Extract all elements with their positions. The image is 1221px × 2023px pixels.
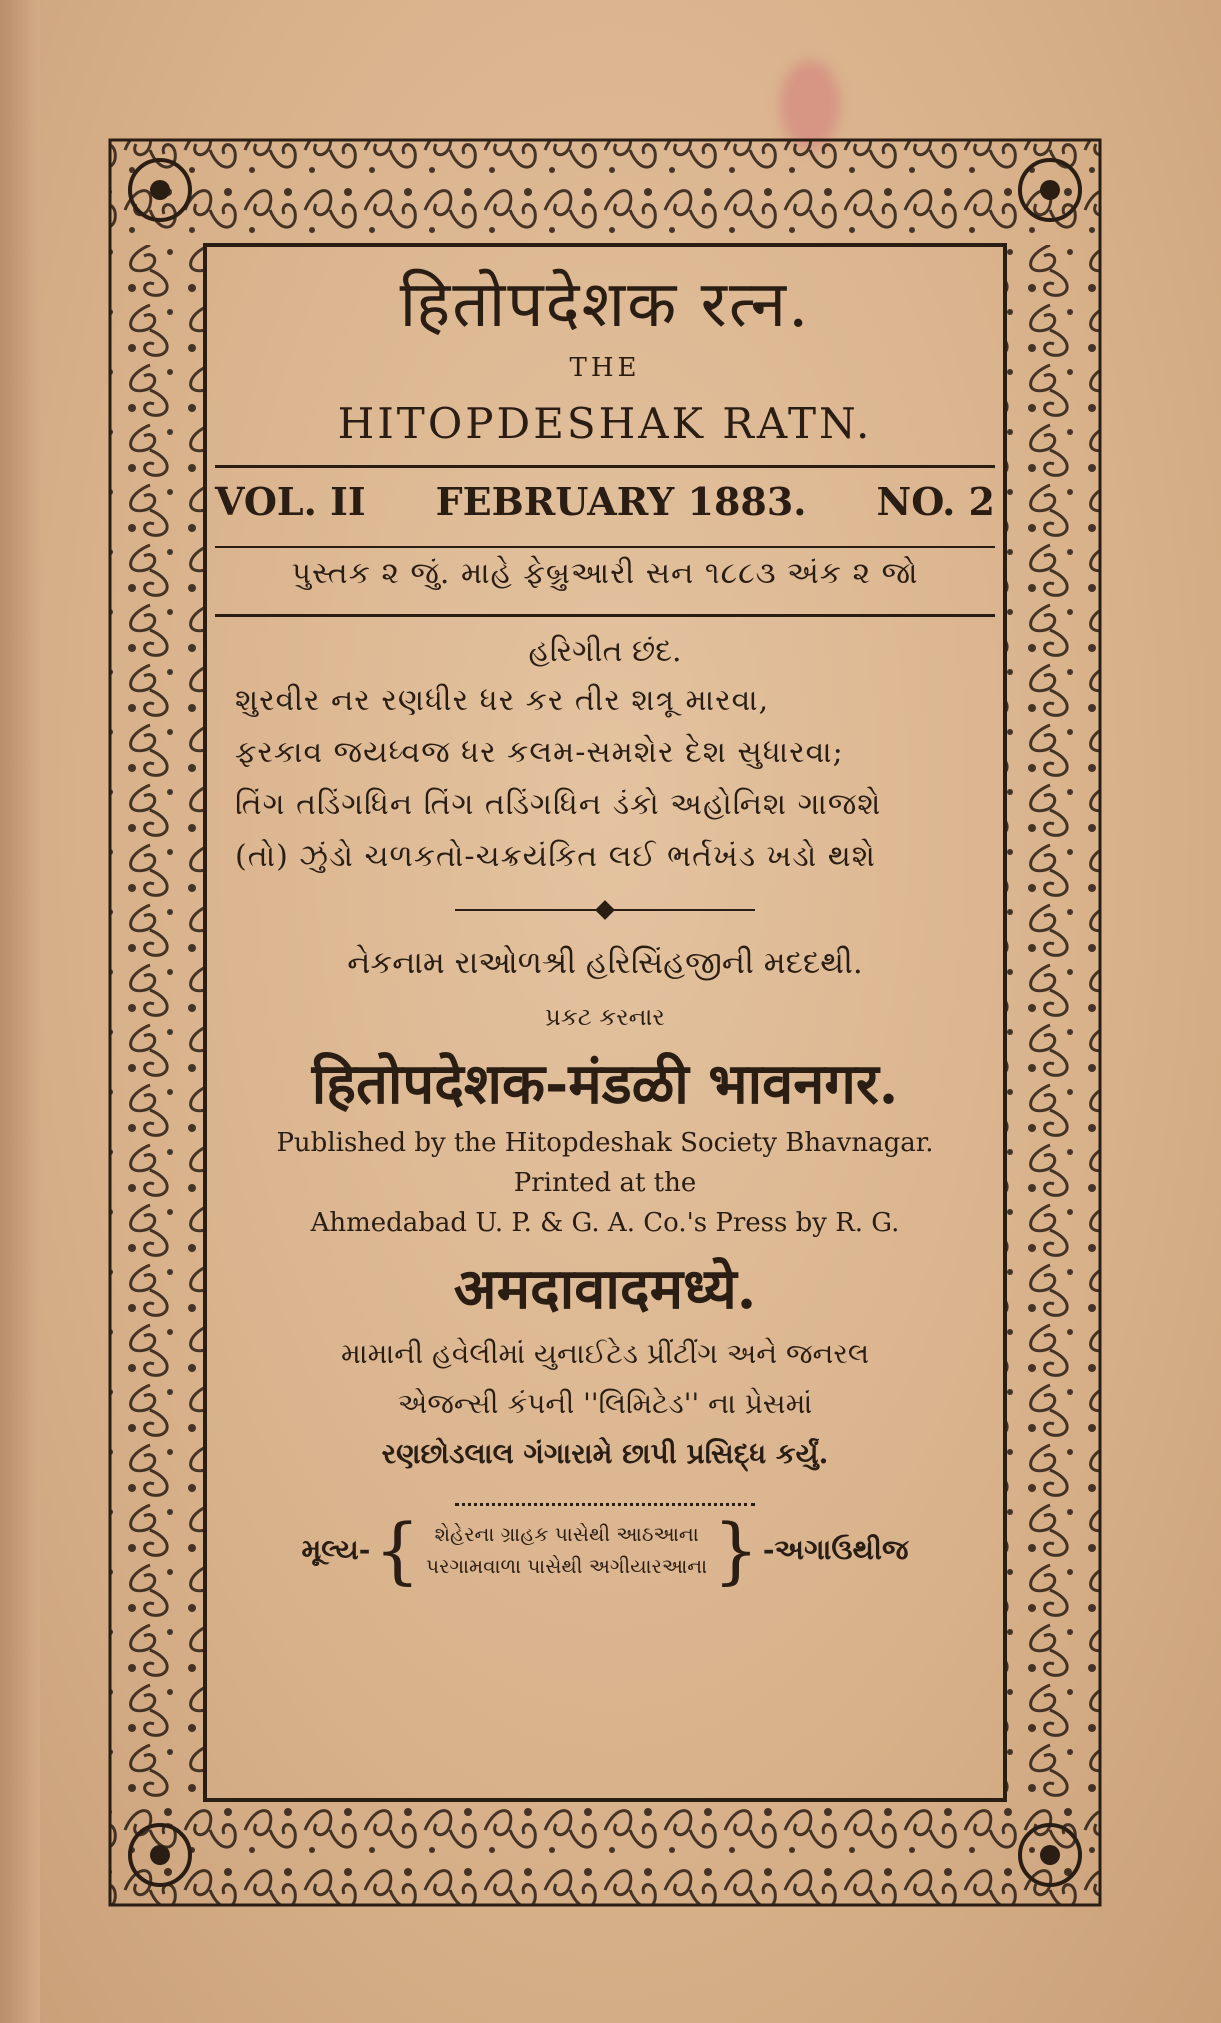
verse-line: ફરકાવ જયધ્વજ ધર કલમ-સમશેર દેશ સુધારવા;	[235, 735, 844, 770]
price-suffix: -અગાઉથીજ	[762, 1533, 909, 1566]
gujarati-imprint-line: મામાની હવેલીમાં યુનાઈટેડ પ્રીંટીંગ અને જનરલ	[340, 1337, 870, 1370]
left-brace: {	[374, 1508, 421, 1592]
city-name: अमदावादमध्ये.	[453, 1256, 757, 1322]
published-by: Published by the Hitopdeshak Society Bhavnagar.	[276, 1128, 934, 1158]
issue-line-gujarati: પુસ્તક ૨ જું. માહે ફેબ્રુઆરી સન ૧૮૮૩ અંક ૨ જો	[291, 556, 919, 591]
issue-line	[215, 472, 995, 532]
verse-heading: હરિગીત છંદ.	[528, 634, 682, 669]
verse-line: શુરવીર નર રણધીર ધર કર તીર શત્રૂ મારવા,	[235, 683, 770, 718]
gujarati-imprint-line: એજન્સી કંપની ''લિમિટેડ'' ના પ્રેસમાં	[397, 1387, 813, 1420]
price-option-outside: પરગામવાળા પાસેથી અગીયારઆના	[426, 1554, 708, 1578]
courtesy-line: નેકનામ રાઓળશ્રી હરિસિંહજીની મદદથી.	[347, 945, 863, 981]
volume-label: VOL. II	[215, 479, 366, 524]
verse-line: (તો) ઝુંડો ચળકતો-ચક્રયંકિત લઈ ભર્તખંડ ખડો થશે	[235, 839, 876, 874]
society-name: हितोपदेशक-मंडळी भावनगर.	[311, 1051, 899, 1117]
press-line: Ahmedabad U. P. & G. A. Co.'s Press by R. G.	[310, 1208, 900, 1238]
dotted-rule	[455, 1503, 755, 1506]
title-devanagari: हितोपदेशक रत्न.	[399, 268, 811, 342]
title-page-content	[215, 265, 995, 1592]
price-block	[215, 1508, 995, 1592]
ornamental-divider	[455, 899, 755, 921]
rule-top	[215, 465, 995, 468]
issue-number: NO. 2	[876, 479, 995, 524]
right-brace: }	[713, 1508, 759, 1592]
rule-bottom	[215, 614, 995, 617]
title-the: THE	[569, 353, 641, 383]
issue-date: FEBRUARY 1883.	[435, 479, 807, 524]
price-option-city: શેહેરના ગ્રાહક પાસેથી આઠઆના	[434, 1522, 699, 1546]
verse-line: તિંગ તડિંગધિન તિંગ તડિંગધિન ડંકો અહોનિશ ગાજશે	[235, 787, 882, 822]
price-label: મૂલ્ય-	[301, 1533, 371, 1566]
gujarati-imprint-line: રણછોડલાલ ગંગારામે છાપી પ્રસિદ્ધ કર્યું.	[381, 1437, 829, 1470]
price-options	[420, 1518, 713, 1582]
title-english: HITOPDESHAK RATN.	[337, 399, 873, 448]
publisher-label: પ્રકટ કરનાર	[545, 1003, 665, 1031]
printed-at: Printed at the	[513, 1168, 697, 1198]
